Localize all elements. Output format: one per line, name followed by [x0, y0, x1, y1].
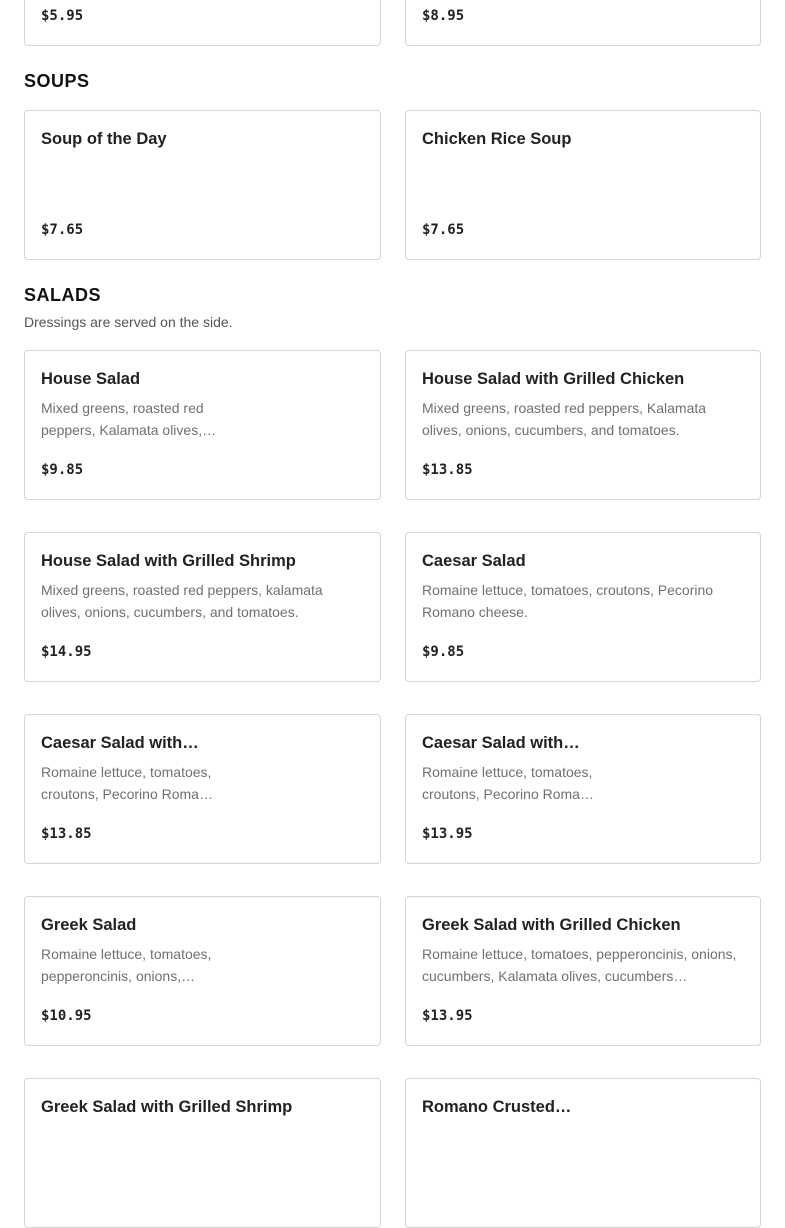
item-name: Caesar Salad	[422, 552, 526, 570]
menu-item-card[interactable]	[405, 714, 761, 864]
item-description: Romaine lettuce, tomatoes, croutons, Pecorino Roma…	[41, 764, 213, 802]
menu-item-card[interactable]	[405, 350, 761, 500]
item-description: Romaine lettuce, tomatoes, pepperoncinis, onions, cucumbers, Kalamata olives, cucumbers…	[422, 946, 737, 984]
item-price: $7.65	[422, 222, 465, 238]
menu-item-card[interactable]	[24, 1078, 381, 1228]
item-price: $8.95	[422, 8, 465, 24]
item-price: $7.65	[41, 222, 84, 238]
menu-item-card[interactable]	[24, 532, 381, 682]
menu-item-card[interactable]	[24, 350, 381, 500]
section-title-salads: SALADS	[24, 285, 102, 305]
item-name: Greek Salad	[41, 916, 137, 934]
item-description: Mixed greens, roasted red peppers, kalamata olives, onions, cucumbers, and tomatoes.	[41, 582, 323, 620]
item-name: House Salad	[41, 370, 141, 388]
item-price: $9.85	[422, 644, 465, 660]
menu-item-card[interactable]	[24, 0, 381, 46]
menu-item-card[interactable]	[24, 714, 381, 864]
section-title-soups: SOUPS	[24, 71, 90, 91]
item-price: $13.95	[422, 826, 473, 842]
section-note: Dressings are served on the side.	[24, 314, 233, 330]
item-name: Soup of the Day	[41, 130, 167, 148]
item-description: Mixed greens, roasted red peppers, Kalamata olives,…	[41, 400, 217, 438]
item-price: $5.95	[41, 8, 84, 24]
menu-item-card[interactable]	[405, 532, 761, 682]
menu-item-card[interactable]	[24, 896, 381, 1046]
menu-item-card[interactable]	[24, 110, 381, 260]
menu-item-card[interactable]	[405, 110, 761, 260]
item-price: $13.85	[41, 826, 92, 842]
item-price: $13.95	[422, 1008, 473, 1024]
item-name: House Salad with Grilled Chicken	[422, 370, 685, 388]
item-price: $9.85	[41, 462, 84, 478]
item-name: Greek Salad with Grilled Shrimp	[41, 1098, 293, 1116]
item-name: Greek Salad with Grilled Chicken	[422, 916, 681, 934]
item-description: Romaine lettuce, tomatoes, croutons, Pecorino Roma…	[422, 764, 594, 802]
menu-item-card[interactable]	[405, 1078, 761, 1228]
menu-item-card[interactable]	[405, 0, 761, 46]
item-name: Romano Crusted…	[422, 1098, 572, 1116]
item-description: Mixed greens, roasted red peppers, Kalamata olives, onions, cucumbers, and tomatoes.	[422, 400, 707, 438]
item-name: House Salad with Grilled Shrimp	[41, 552, 296, 570]
item-price: $14.95	[41, 644, 92, 660]
item-name: Chicken Rice Soup	[422, 130, 572, 148]
item-price: $10.95	[41, 1008, 92, 1024]
item-name: Caesar Salad with…	[41, 734, 199, 752]
item-description: Romaine lettuce, tomatoes, pepperoncinis, onions,…	[41, 946, 212, 984]
item-price: $13.85	[422, 462, 473, 478]
item-name: Caesar Salad with…	[422, 734, 580, 752]
menu-item-card[interactable]	[405, 896, 761, 1046]
item-description: Romaine lettuce, tomatoes, croutons, Pecorino Romano cheese.	[422, 582, 714, 620]
